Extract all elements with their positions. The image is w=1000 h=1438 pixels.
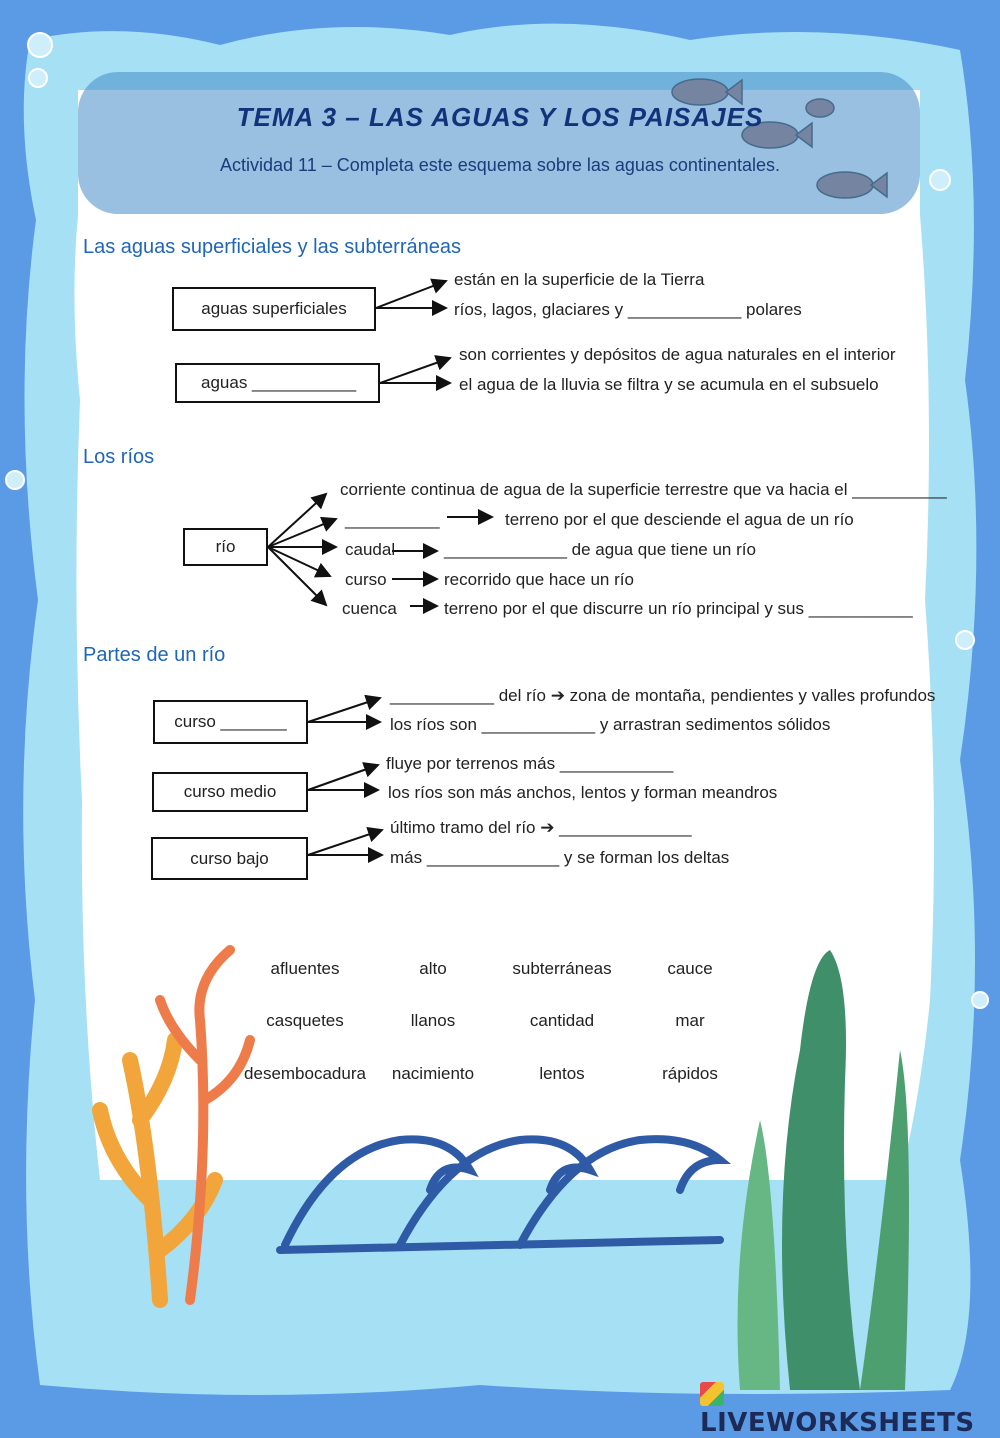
liveworksheets-logo — [700, 1378, 1000, 1438]
text-line: ___________ del río ➔ zona de montaña, pendientes y valles profundos — [390, 686, 936, 705]
word-bank-item[interactable]: subterráneas — [512, 959, 612, 978]
text-line: último tramo del río ➔ ______________ — [390, 818, 692, 837]
arrow — [308, 698, 380, 722]
text-blank: __________ — [345, 510, 440, 529]
text-line: los ríos son ____________ y arrastran sedimentos sólidos — [390, 715, 831, 734]
arrow — [268, 519, 336, 547]
section-heading-surface-underground: Las aguas superficiales y las subterráneas — [83, 236, 461, 258]
text-line: los ríos son más anchos, lentos y forman meandros — [388, 783, 778, 802]
word-bank-item[interactable]: desembocadura — [244, 1064, 366, 1083]
text-line: están en la superficie de la Tierra — [454, 270, 705, 289]
word-bank-item[interactable]: nacimiento — [391, 1064, 475, 1083]
word-bank-item[interactable]: mar — [675, 1011, 705, 1030]
page-title: TEMA 3 – LAS AGUAS Y LOS PAISAJES — [236, 102, 764, 132]
text-line: terreno por el que desciende el agua de un río — [505, 510, 854, 529]
arrow — [308, 830, 382, 855]
text-line: terreno por el que discurre un río principal y sus ___________ — [444, 599, 913, 618]
box-aguas-superficiales: aguas superficiales — [172, 287, 376, 331]
word-bank-item[interactable]: llanos — [410, 1011, 456, 1030]
logo-text: LIVEWORKSHEETS — [700, 1408, 975, 1438]
word-bank-item[interactable]: rápidos — [662, 1064, 718, 1083]
section-heading-rios: Los ríos — [83, 446, 155, 468]
text-line: corriente continua de agua de la superficie terrestre que va hacia el __________ — [340, 480, 947, 499]
text-term: curso — [345, 570, 387, 589]
arrow — [268, 547, 326, 605]
word-bank-item[interactable]: afluentes — [270, 959, 340, 978]
word-bank-item[interactable]: alto — [419, 959, 447, 978]
arrow — [268, 494, 326, 547]
arrow — [376, 281, 446, 308]
box-curso-medio: curso medio — [152, 772, 308, 812]
text-line: ríos, lagos, glaciares y ____________ polares — [454, 300, 802, 319]
arrow — [380, 358, 450, 383]
text-line: recorrido que hace un río — [444, 570, 634, 589]
box-aguas-blank: aguas ___________ — [175, 363, 380, 403]
text-line: más ______________ y se forman los deltas — [390, 848, 730, 867]
arrow — [268, 547, 330, 576]
word-bank-item[interactable]: cantidad — [529, 1011, 595, 1030]
text-line: fluye por terrenos más ____________ — [386, 754, 674, 773]
box-curso-blank: curso _______ — [153, 700, 308, 744]
word-bank-item[interactable]: casquetes — [266, 1011, 344, 1030]
section-heading-partes-rio: Partes de un río — [83, 644, 226, 666]
text-term: cuenca — [342, 599, 397, 618]
text-line: el agua de la lluvia se filtra y se acumula en el subsuelo — [459, 375, 879, 394]
text-line: _____________ de agua que tiene un río — [444, 540, 756, 559]
word-bank-item[interactable]: lentos — [539, 1064, 585, 1083]
box-curso-bajo: curso bajo — [151, 837, 308, 880]
logo-badge-icon — [700, 1382, 724, 1406]
text-line: son corrientes y depósitos de agua naturales en el interior — [459, 345, 896, 364]
box-rio: río — [183, 528, 268, 566]
activity-instructions: Actividad 11 – Completa este esquema sobre las aguas continentales. — [219, 155, 780, 175]
arrow — [308, 765, 378, 790]
text-term: caudal — [345, 540, 396, 559]
word-bank-item[interactable]: cauce — [667, 959, 713, 978]
